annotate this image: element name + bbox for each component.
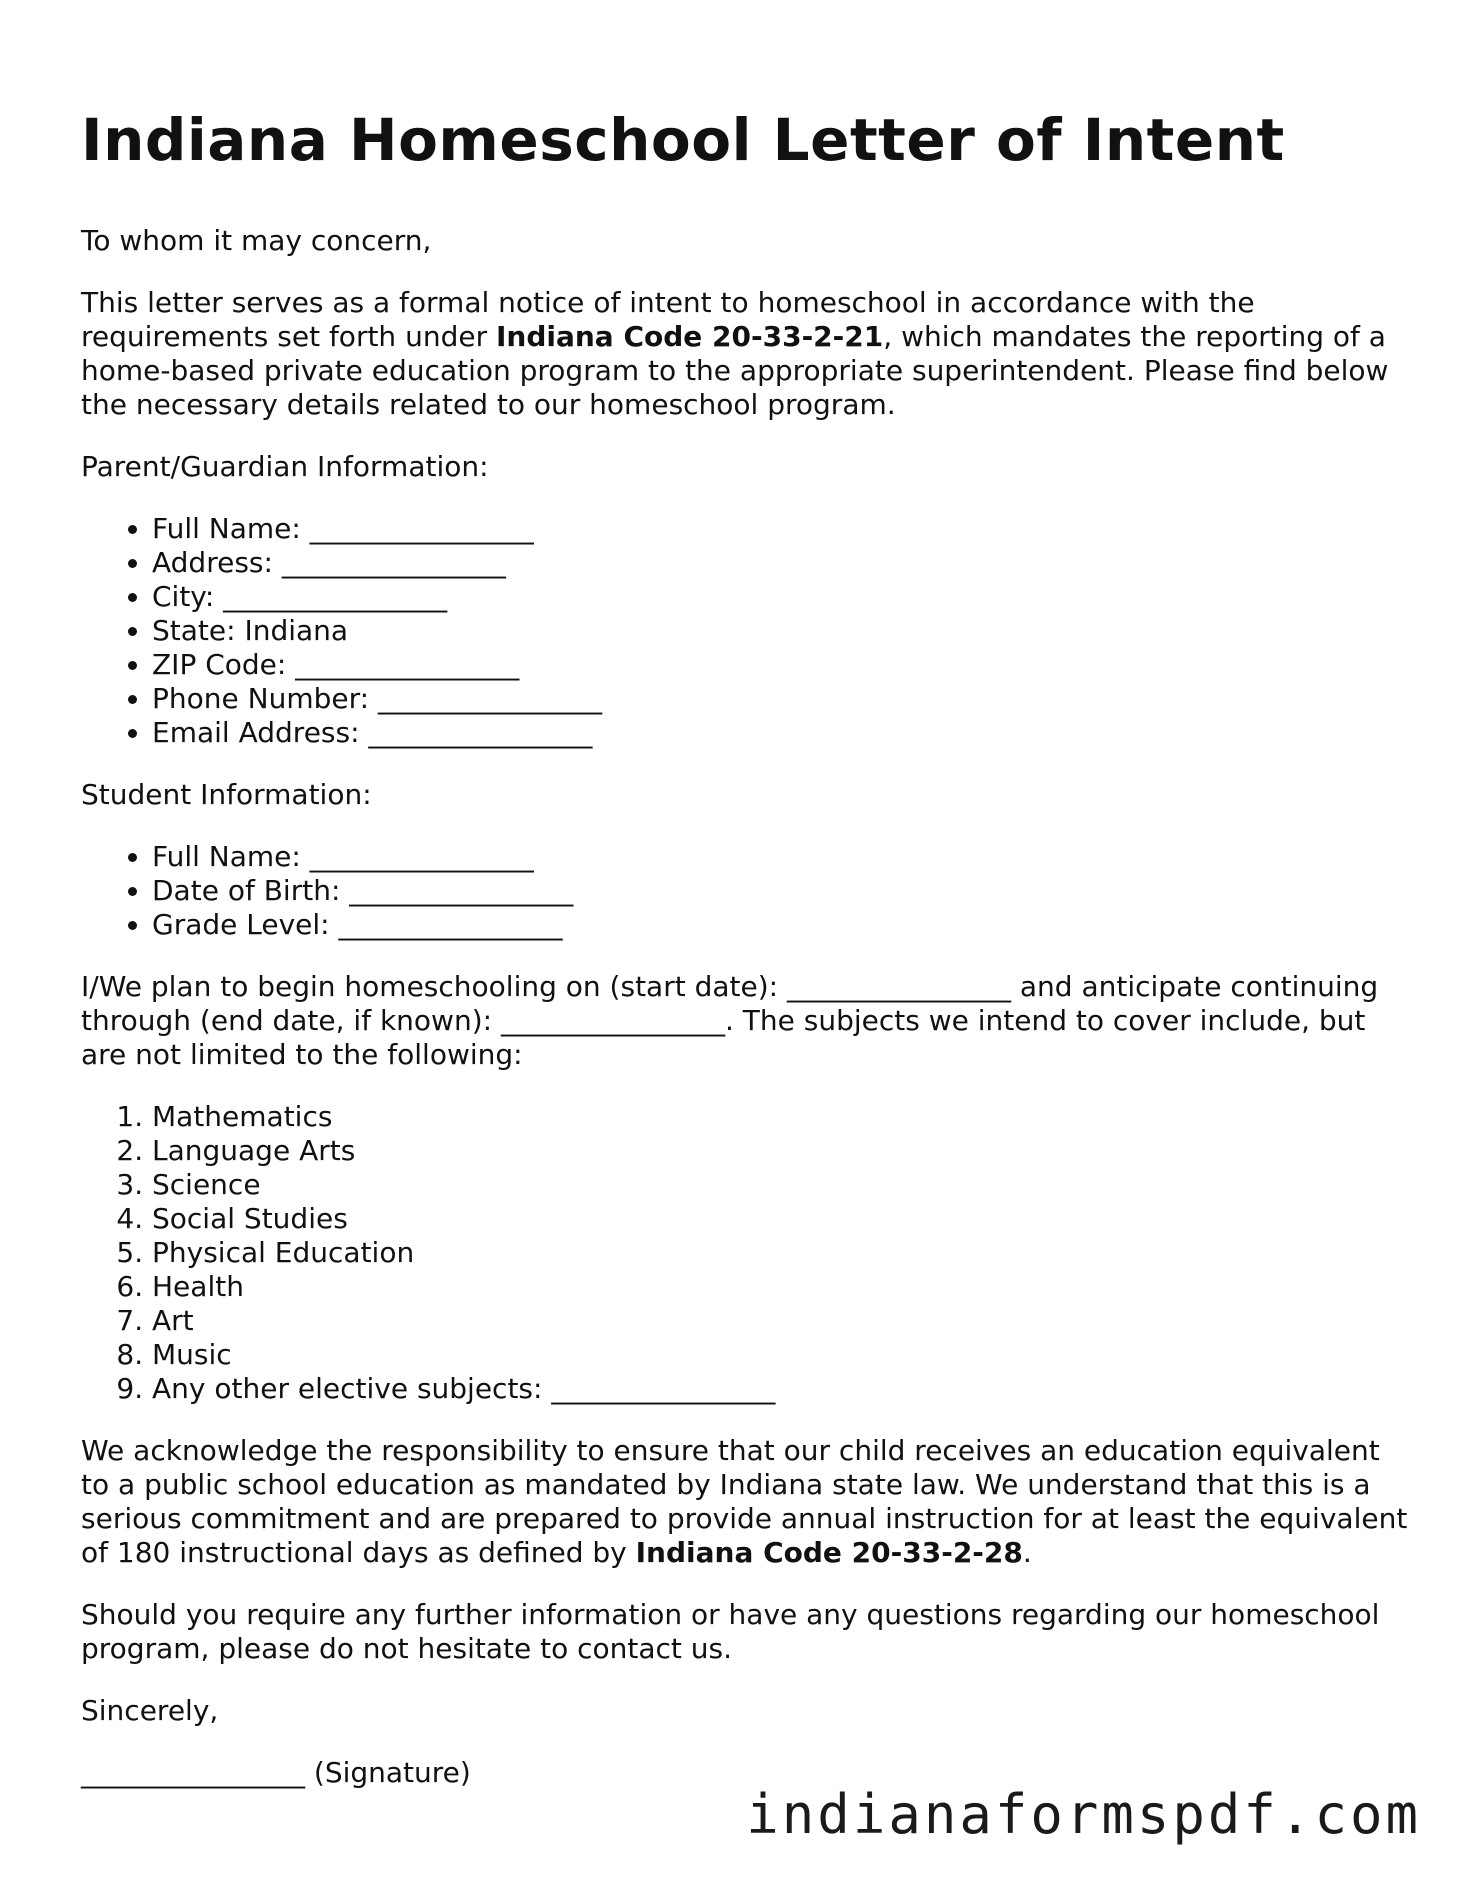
- sign-off: Sincerely,: [81, 1694, 219, 1727]
- parent-section-heading: Parent/Guardian Information:: [81, 450, 489, 483]
- student-date-of-birth: • Date of Birth: ________________: [152, 874, 1411, 908]
- acknowledgment-code-reference: Indiana Code 20-33-2-28: [635, 1536, 1023, 1569]
- parent-full-name: • Full Name: ________________: [152, 512, 1411, 546]
- student-info-list: [81, 840, 1411, 942]
- subject-item: 9. Any other elective subjects: ________________: [152, 1372, 1411, 1406]
- acknowledgment-paragraph: [81, 1434, 1411, 1570]
- student-section-heading: Student Information:: [81, 778, 372, 811]
- subject-item: 7. Art: [152, 1304, 1411, 1338]
- salutation: To whom it may concern,: [81, 224, 432, 257]
- parent-city: • City: ________________: [152, 580, 1411, 614]
- letter-document: [81, 100, 1411, 1818]
- acknowledgment-text-1: We acknowledge the responsibility to ensure that our child receives an education equivalent to a public school education as mandated by Indiana state law. We understand that this is a serious commitment and are prepared to provide annual instruction for at least the equivalent of 180 instructional days as defined by: [81, 1434, 1408, 1569]
- subjects-list: [81, 1100, 1411, 1406]
- parent-state: • State: Indiana: [152, 614, 1411, 648]
- subject-item: 3. Science: [152, 1168, 1411, 1202]
- subject-item: 2. Language Arts: [152, 1134, 1411, 1168]
- intro-paragraph: [81, 286, 1411, 422]
- student-grade-level: • Grade Level: ________________: [152, 908, 1411, 942]
- parent-phone-number: • Phone Number: ________________: [152, 682, 1411, 716]
- page-title: Indiana Homeschool Letter of Intent: [81, 106, 1285, 174]
- plan-paragraph: I/We plan to begin homeschooling on (start date): ________________ and anticipate continuing through (end date, if known): ________________. The subjects we intend to cover include, but are not limited to the following:: [81, 970, 1379, 1071]
- student-full-name: • Full Name: ________________: [152, 840, 1411, 874]
- parent-address: • Address: ________________: [152, 546, 1411, 580]
- signature-line: ________________ (Signature): [81, 1756, 471, 1789]
- acknowledgment-text-2: .: [1022, 1536, 1032, 1569]
- subject-item: 6. Health: [152, 1270, 1411, 1304]
- parent-zip-code: • ZIP Code: ________________: [152, 648, 1411, 682]
- intro-text-2: , which mandates the reporting of a home-based private education program to the appropriate superintendent. Please find below the necessary details related to our homeschool program.: [81, 320, 1389, 421]
- subject-item: 5. Physical Education: [152, 1236, 1411, 1270]
- intro-text-1: This letter serves as a formal notice of intent to homeschool in accordance with the requirements set forth under: [81, 286, 1255, 353]
- subject-item: 8. Music: [152, 1338, 1411, 1372]
- intro-code-reference: Indiana Code 20-33-2-21: [495, 320, 884, 353]
- subject-item: 4. Social Studies: [152, 1202, 1411, 1236]
- site-watermark: indianaformspdf.com: [746, 1783, 1421, 1846]
- parent-info-list: [81, 512, 1411, 750]
- parent-email-address: • Email Address: ________________: [152, 716, 1411, 750]
- subject-item: 1. Mathematics: [152, 1100, 1411, 1134]
- closing-paragraph: Should you require any further information or have any questions regarding our homeschool program, please do not hesitate to contact us.: [81, 1598, 1380, 1665]
